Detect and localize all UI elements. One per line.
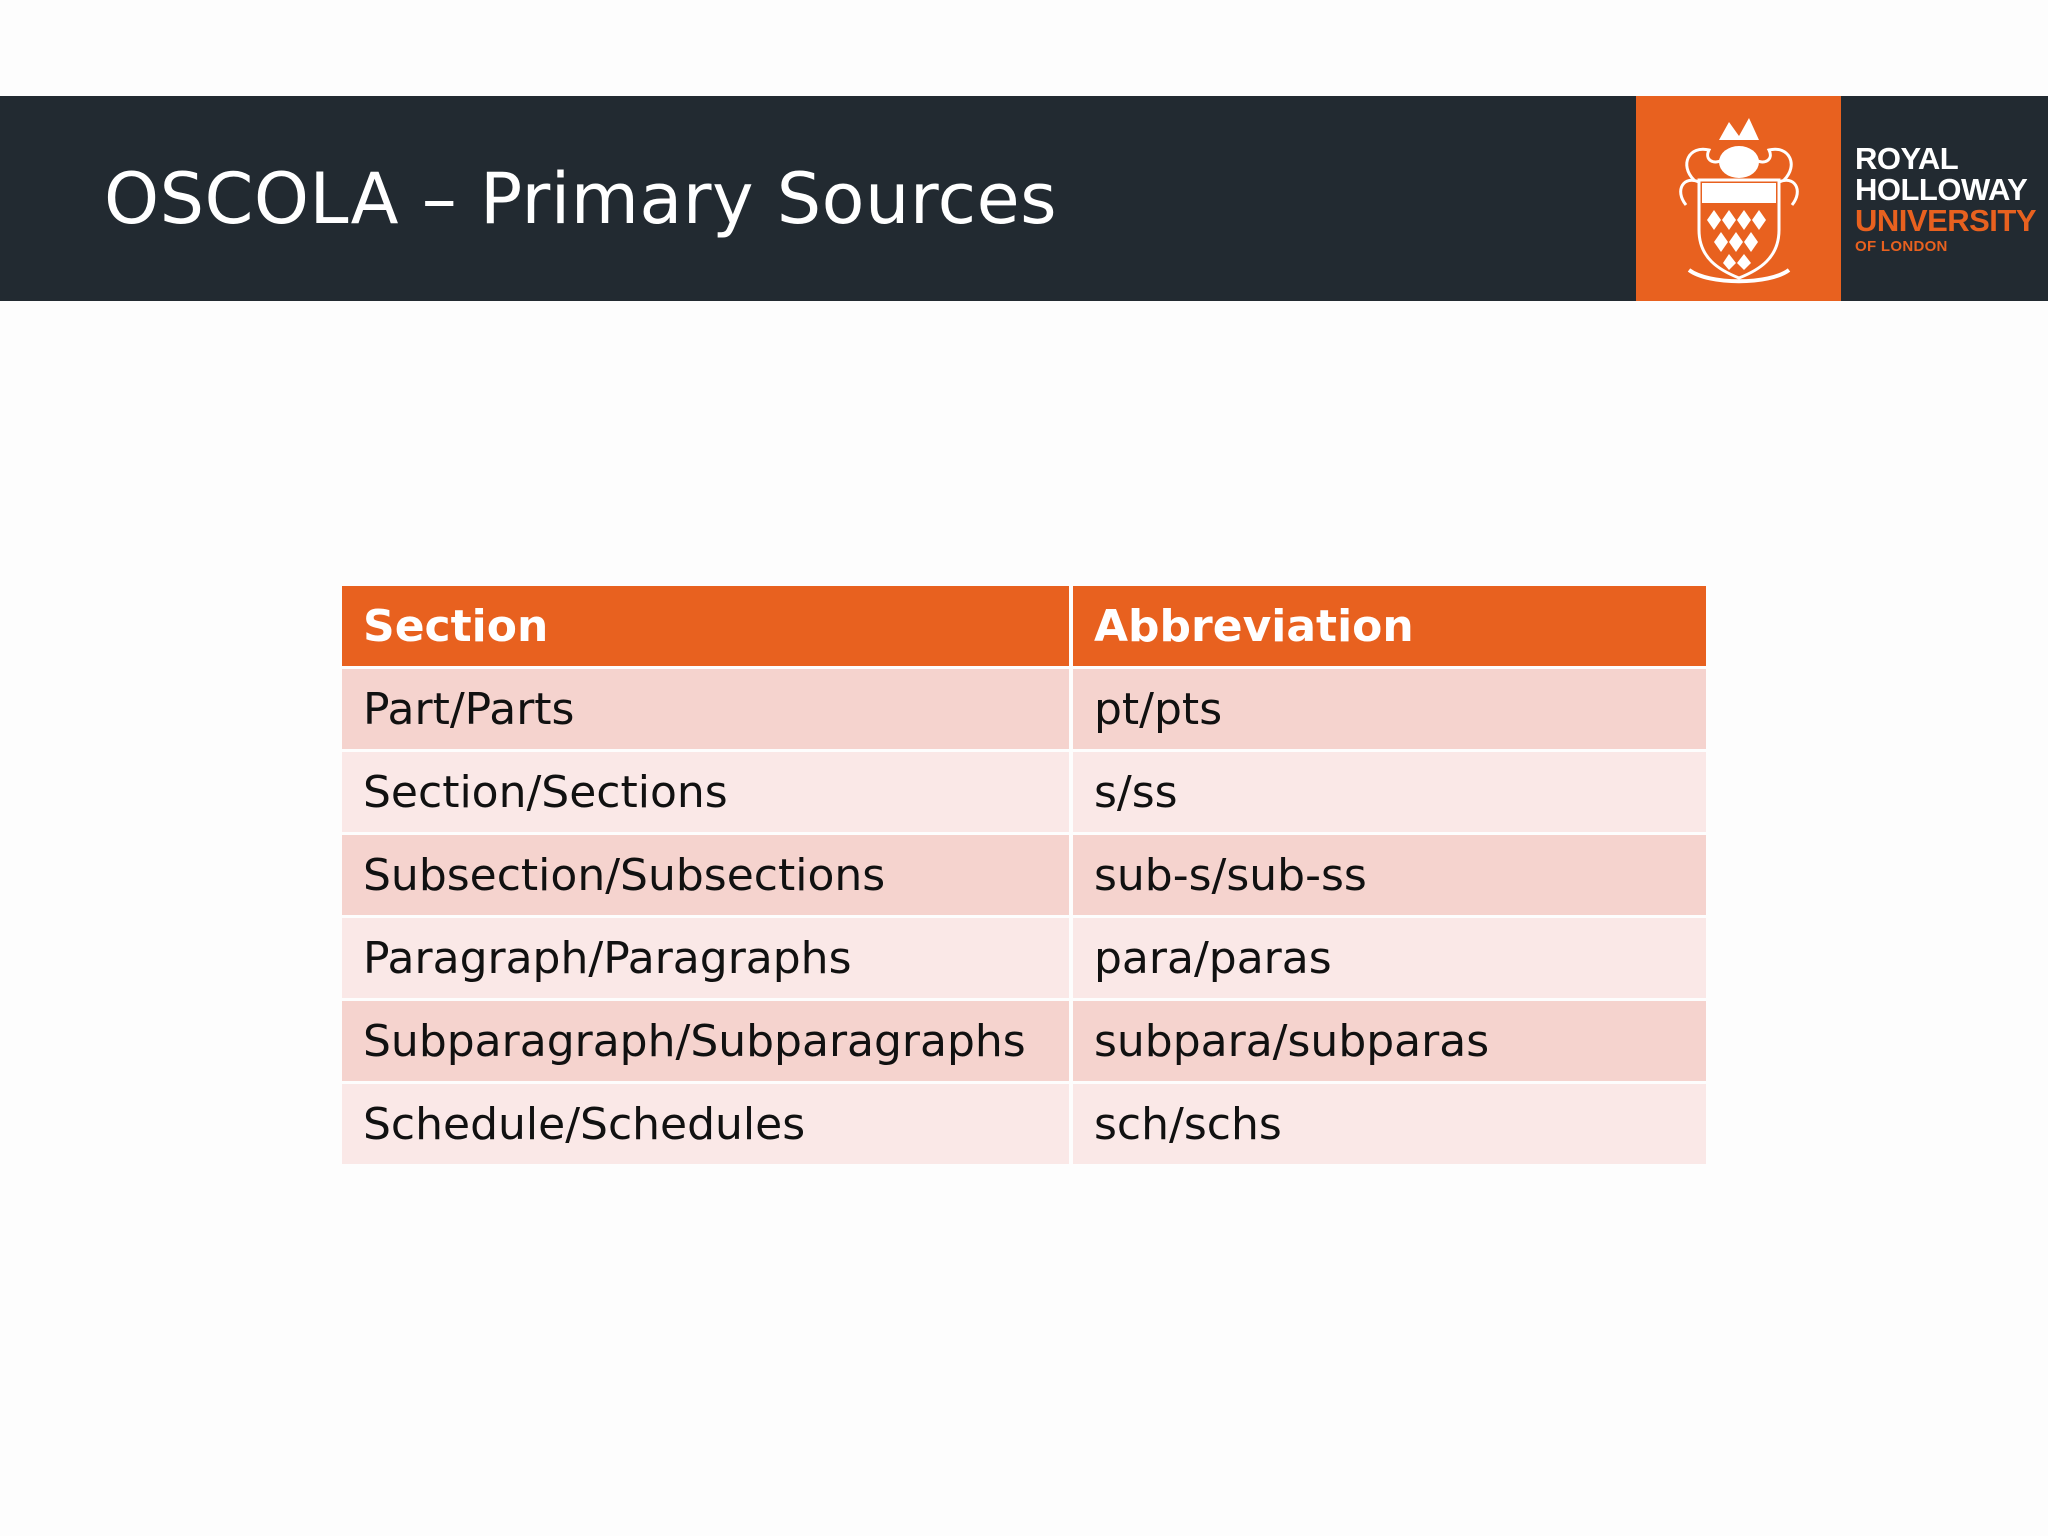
table-row bbox=[342, 752, 1706, 832]
table-row bbox=[342, 918, 1706, 998]
wordmark-university: UNIVERSITY bbox=[1855, 203, 2037, 238]
abbreviation-cell: para/paras bbox=[1073, 918, 1706, 998]
section-cell: Part/Parts bbox=[342, 669, 1069, 749]
header-bar bbox=[0, 96, 2048, 301]
abbreviation-cell: sch/schs bbox=[1073, 1084, 1706, 1164]
table-row bbox=[342, 1001, 1706, 1081]
section-cell: Paragraph/Paragraphs bbox=[342, 918, 1069, 998]
section-cell: Section/Sections bbox=[342, 752, 1069, 832]
section-cell: Subparagraph/Subparagraphs bbox=[342, 1001, 1069, 1081]
abbreviation-cell: subpara/subparas bbox=[1073, 1001, 1706, 1081]
abbreviation-cell: sub-s/sub-ss bbox=[1073, 835, 1706, 915]
section-cell: Subsection/Subsections bbox=[342, 835, 1069, 915]
wordmark-holloway: HOLLOWAY bbox=[1855, 172, 2028, 207]
university-logo bbox=[1636, 96, 2048, 301]
crest-icon bbox=[1674, 110, 1804, 288]
abbreviation-table bbox=[342, 586, 1706, 1167]
university-wordmark bbox=[1841, 96, 2048, 301]
section-cell: Schedule/Schedules bbox=[342, 1084, 1069, 1164]
table-row bbox=[342, 835, 1706, 915]
table-header-row bbox=[342, 586, 1706, 666]
abbreviation-cell: s/ss bbox=[1073, 752, 1706, 832]
wordmark-of-london: OF LONDON bbox=[1855, 238, 1948, 255]
abbreviation-cell: pt/pts bbox=[1073, 669, 1706, 749]
header-cell-section: Section bbox=[342, 586, 1069, 666]
wordmark-royal: ROYAL bbox=[1855, 141, 1959, 176]
header-cell-abbreviation: Abbreviation bbox=[1073, 586, 1706, 666]
crest-panel bbox=[1636, 96, 1841, 301]
slide-title: OSCOLA – Primary Sources bbox=[104, 157, 1058, 240]
table-row bbox=[342, 1084, 1706, 1164]
table-row bbox=[342, 669, 1706, 749]
